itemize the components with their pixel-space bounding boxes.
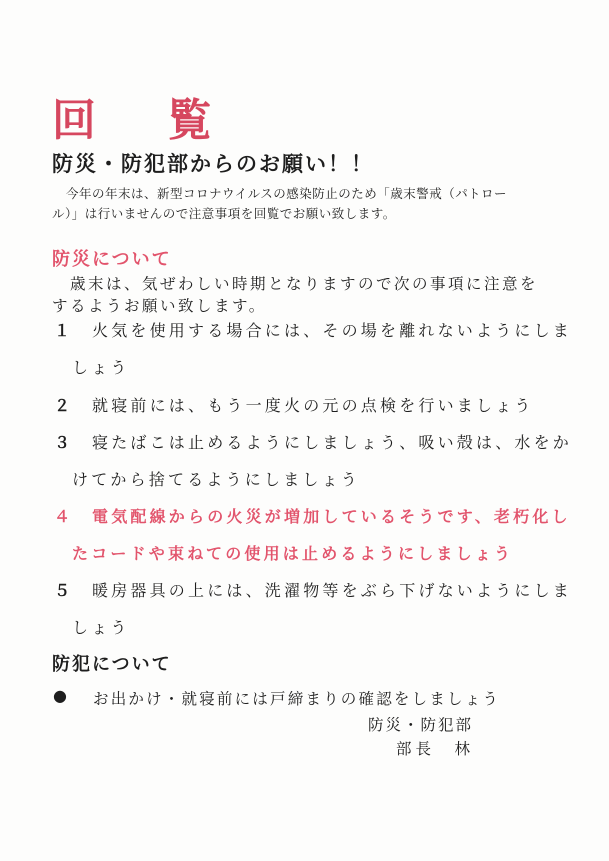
item-number-3: ３ [54,433,71,452]
item-1-line-2: しょう [72,358,130,377]
item-2-line-1: 就寝前には、もう一度火の元の点検を行いましょう [92,396,534,415]
fire-section-heading: 防災について [52,249,172,270]
crime-section-heading: 防犯について [52,654,172,675]
item-1-line-1: 火気を使用する場合には、その場を離れないようにしま [92,321,573,340]
intro-line-2: ル）」は行いませんので注意事項を回覧でお願い致します。 [52,206,396,221]
fire-section-body-line-1: 歳末は、気ぜわしい時期となりますので次の事項に注意を [70,275,539,293]
crime-bullet-text: お出かけ・就寝前には戸締まりの確認をしましょう [93,690,501,708]
signature-department: 防災・防犯部 [368,716,474,734]
item-3-line-1: 寝たばこは止めるようにしましょう、吸い殻は、水をか [92,433,573,452]
document-title: 回 覧 [52,95,240,146]
bullet-icon: ● [53,686,67,705]
item-5-line-1: 暖房器具の上には、洗濯物等をぶら下げないようにしま [92,581,573,600]
item-number-5: ５ [54,581,71,600]
item-number-2: ２ [54,396,71,415]
item-4-line-1: 電気配線からの火災が増加しているそうです、老朽化し [92,507,571,526]
document-subtitle: 防災・防犯部からのお願い！！ [52,151,374,176]
fire-section-body-line-2: するようお願い致します。 [52,297,267,315]
item-number-4: ４ [54,507,71,526]
intro-line-1: 今年の年末は、新型コロナウイルスの感染防止のため「歳末警戒（パトロー [66,186,508,201]
item-number-1: １ [54,321,71,340]
signature-title-name: 部長 林 [396,740,475,758]
item-5-line-2: しょう [72,618,130,637]
item-4-line-2: たコードや束ねての使用は止めるようにしましょう [72,544,514,563]
item-3-line-2: けてから捨てるようにしましょう [72,470,361,489]
